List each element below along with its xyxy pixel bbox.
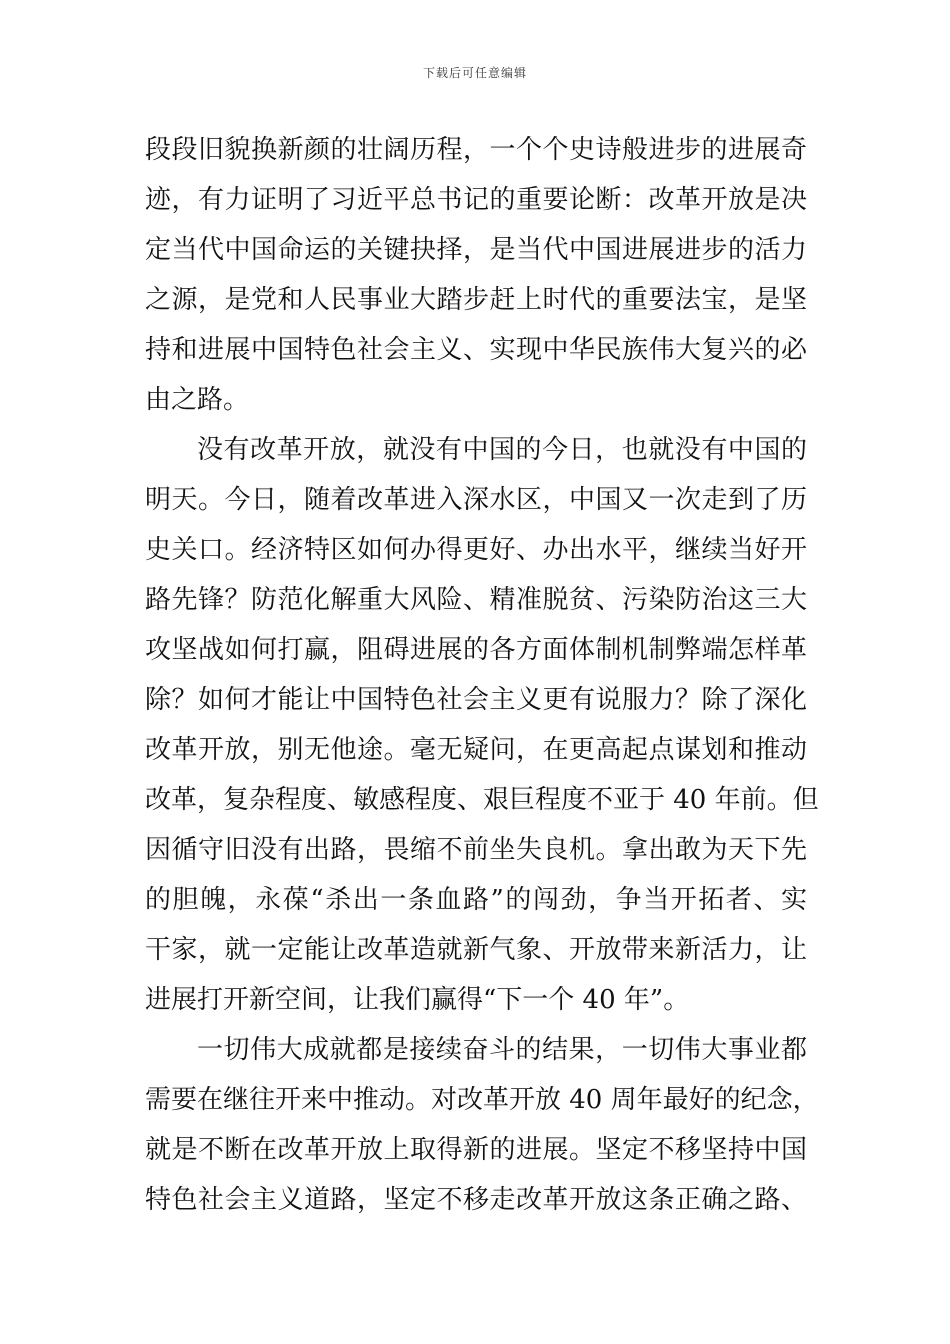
text-line: 需要在继往开来中推动。对改革开放 40 周年最好的纪念， — [145, 1085, 819, 1115]
text-line: 一切伟大成就都是接续奋斗的结果，一切伟大事业都 — [197, 1035, 807, 1065]
text-line: 改革，复杂程度、敏感程度、艰巨程度不亚于 40 年前。但 — [145, 785, 819, 815]
document-body — [145, 125, 819, 1225]
paragraph — [145, 125, 807, 425]
text-line: 之源，是党和人民事业大踏步赶上时代的重要法宝，是坚 — [145, 285, 807, 315]
text-line: 进展打开新空间，让我们赢得“下一个 40 年”。 — [145, 985, 690, 1015]
text-line: 定当代中国命运的关键抉择，是当代中国进展进步的活力 — [145, 235, 807, 265]
text-line: 路先锋？防范化解重大风险、精准脱贫、污染防治这三大 — [145, 585, 807, 615]
text-line: 就是不断在改革开放上取得新的进展。坚定不移坚持中国 — [145, 1135, 807, 1165]
text-line: 因循守旧没有出路，畏缩不前坐失良机。拿出敢为天下先 — [145, 835, 807, 865]
text-line: 攻坚战如何打赢，阻碍进展的各方面体制机制弊端怎样革 — [145, 635, 807, 665]
text-line: 干家，就一定能让改革造就新气象、开放带来新活力，让 — [145, 935, 807, 965]
paragraph — [145, 1025, 819, 1225]
text-line: 迹，有力证明了习近平总书记的重要论断：改革开放是决 — [145, 185, 807, 215]
page-header: 下载后可任意编辑 — [422, 66, 527, 80]
text-line: 没有改革开放，就没有中国的今日，也就没有中国的 — [197, 435, 807, 465]
text-line: 除？如何才能让中国特色社会主义更有说服力？除了深化 — [145, 685, 807, 715]
text-line: 特色社会主义道路，坚定不移走改革开放这条正确之路、 — [145, 1185, 807, 1215]
text-line: 由之路。 — [145, 385, 250, 415]
text-line: 明天。今日，随着改革进入深水区，中国又一次走到了历 — [145, 485, 807, 515]
text-line: 段段旧貌换新颜的壮阔历程，一个个史诗般进步的进展奇 — [145, 135, 807, 165]
text-line: 史关口。经济特区如何办得更好、办出水平，继续当好开 — [145, 535, 807, 565]
paragraph — [145, 425, 819, 1025]
text-line: 持和进展中国特色社会主义、实现中华民族伟大复兴的必 — [145, 335, 807, 365]
text-line: 改革开放，别无他途。毫无疑问，在更高起点谋划和推动 — [145, 735, 807, 765]
text-line: 的胆魄，永葆“杀出一条血路”的闯劲，争当开拓者、实 — [145, 885, 807, 915]
